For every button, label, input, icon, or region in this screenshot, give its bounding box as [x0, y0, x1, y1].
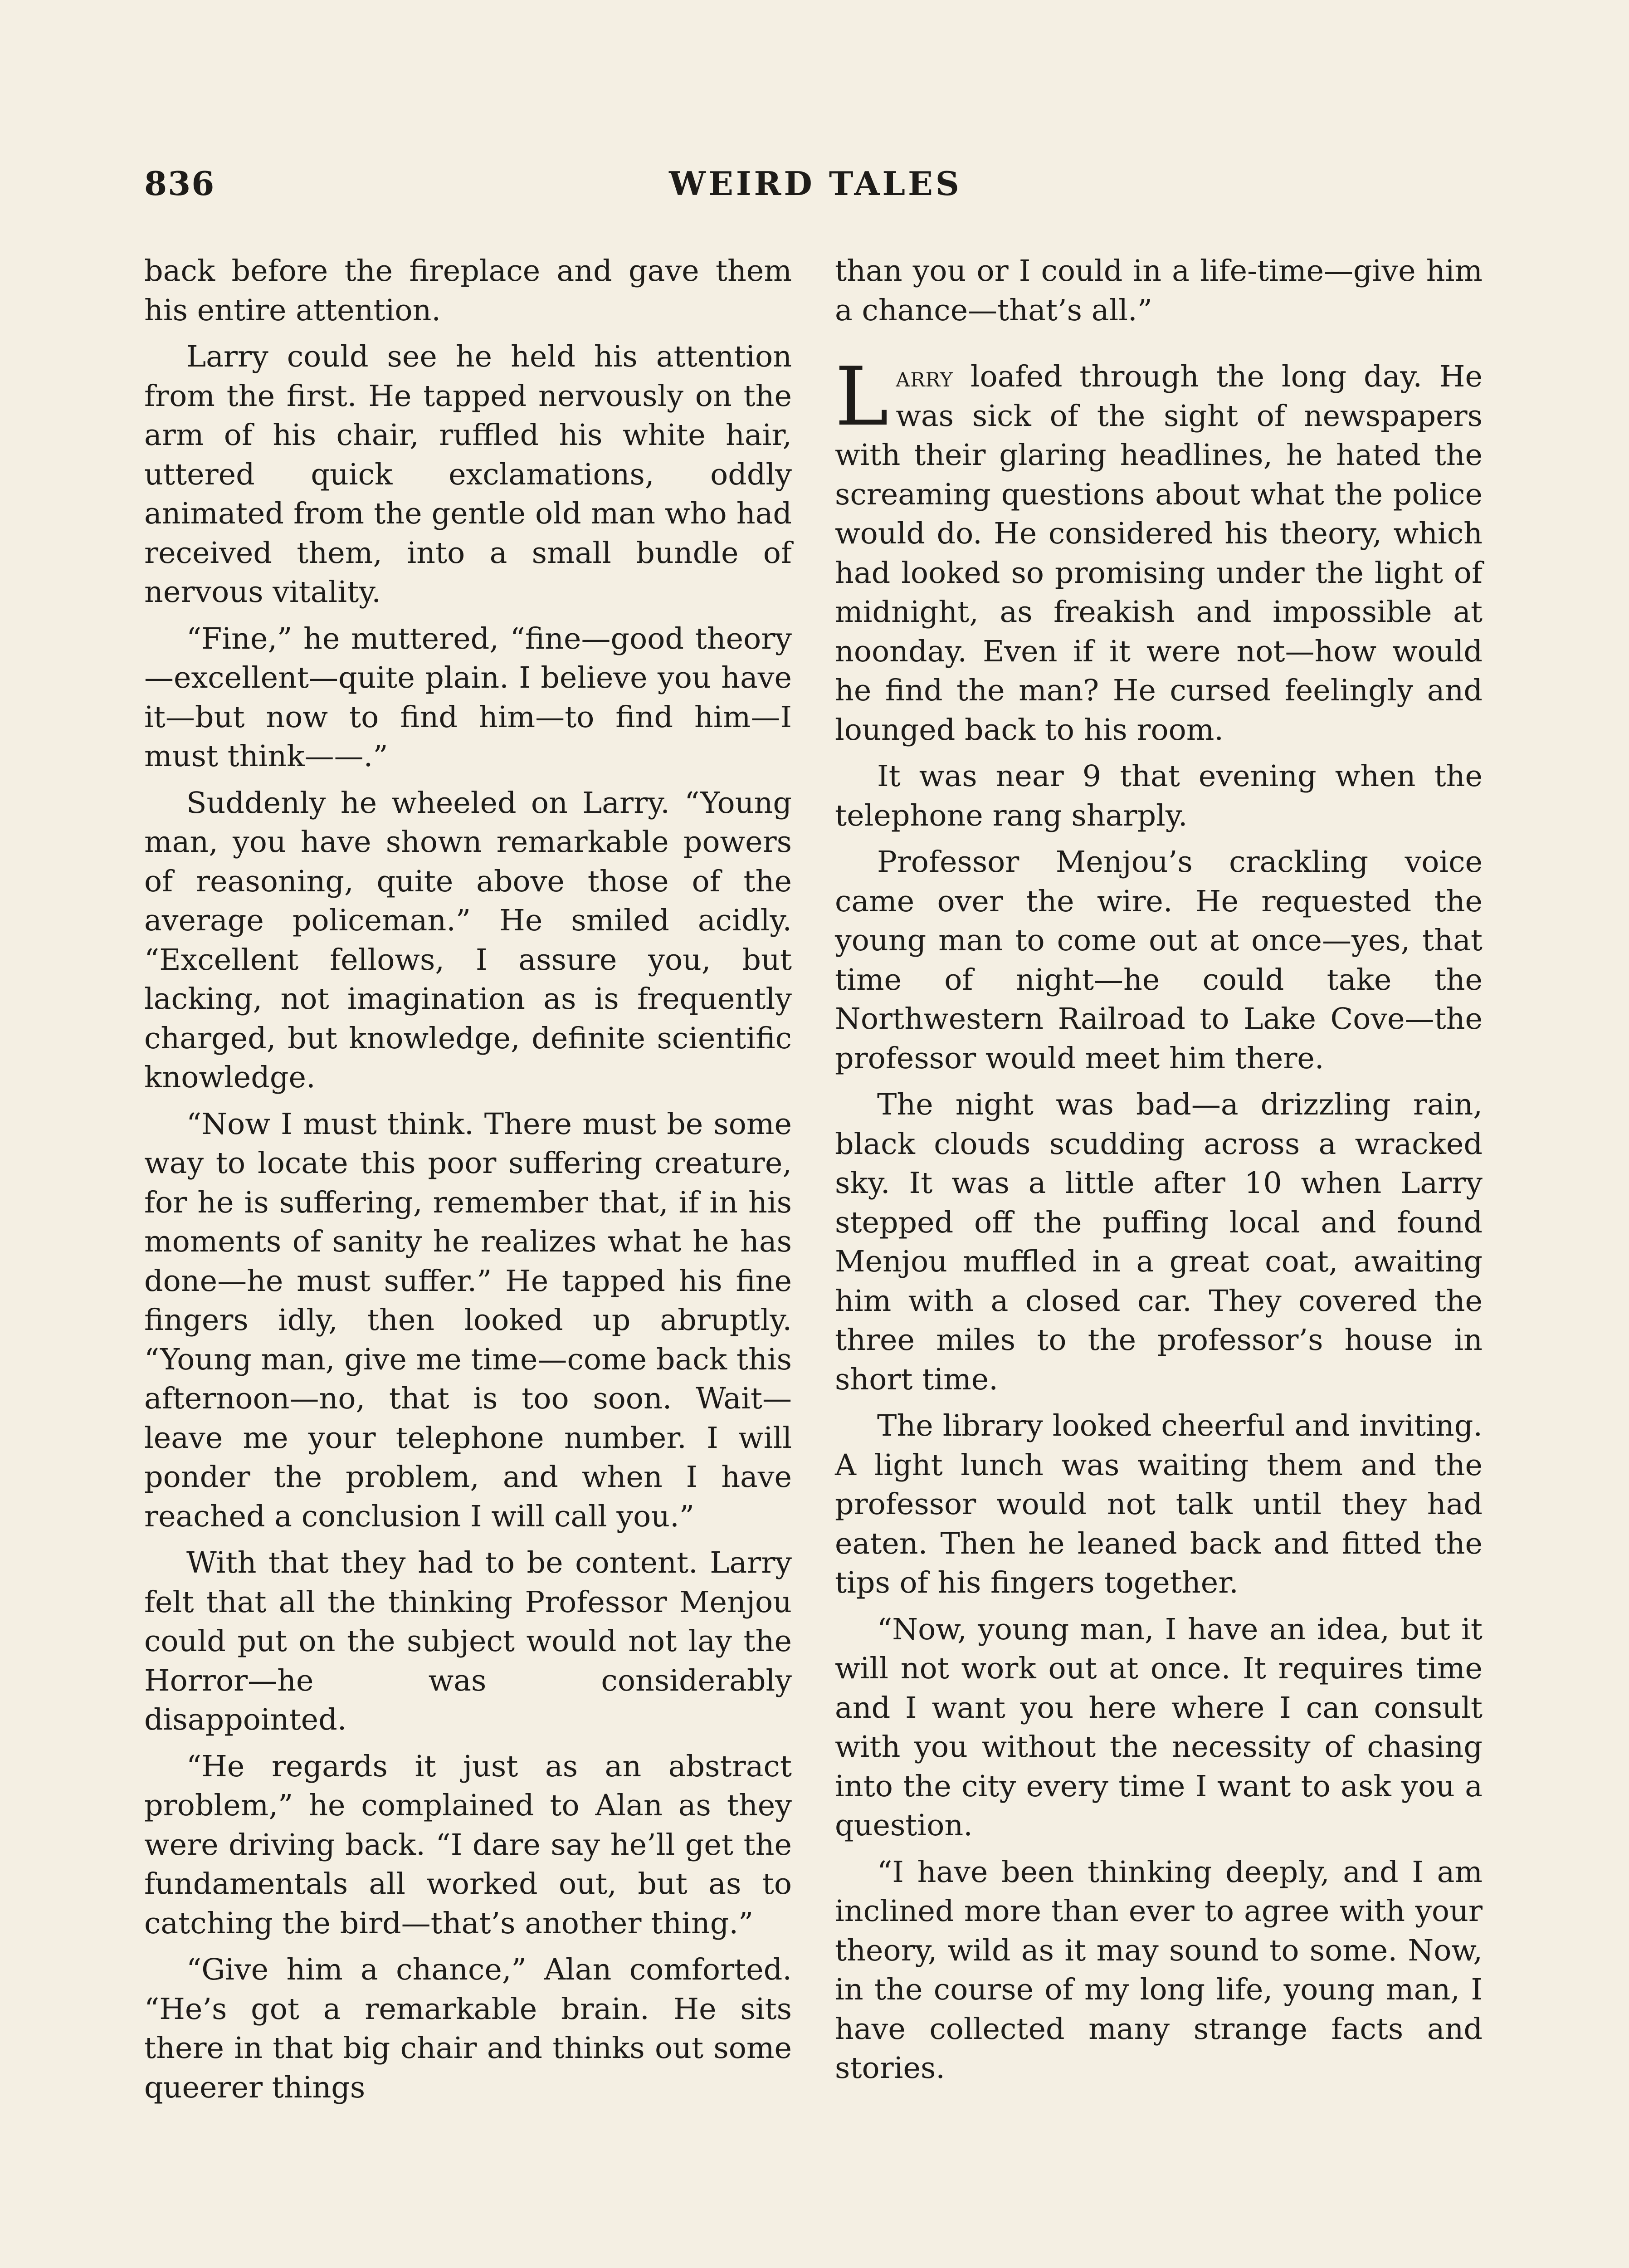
page-number: 836: [144, 164, 215, 203]
paragraph: “Now, young man, I have an idea, but it will not work out at once. It requires time and I want you here where I can consult with you without the necessity of chasing into the city every time I want to ask you a question.: [835, 1612, 1483, 1843]
paragraph: It was near 9 that evening when the telephone rang sharply.: [835, 759, 1483, 833]
section-opening-paragraph: [835, 350, 1483, 750]
paragraph: Professor Menjou’s crackling voice came over the wire. He requested the young man to come out at once—yes, that time of night—he could take the Northwestern Railroad to Lake Cove—the professor would meet him there.: [835, 845, 1483, 1075]
left-column: [144, 252, 792, 2107]
section-opening-text: loafed through the long day. He was sick of the sight of newspapers with their glaring headlines, he hated the screaming questions about what the police would do. He considered his theory, which had looked so promising under the light of midnight, as freakish and impossible at noonday. Even if it were not—how would he find the man? He cursed feelingly and lounged back to his room.: [835, 360, 1483, 747]
right-column: [835, 252, 1483, 2088]
paragraph: “Now I must think. There must be some way to locate this poor suffering creature, for he is suffering, remember that, if in his moments of sanity he realizes what he has done—he must suffer.” He tapped his fine fingers idly, then looked up abruptly. “Young man, give me time—come back this afternoon—no, that is too soon. Wait—leave me your telephone number. I will ponder the problem, and when I have reached a conclusion I will call you.”: [144, 1107, 792, 1534]
running-header: [144, 164, 1487, 210]
paragraph: Suddenly he wheeled on Larry. “Young man, you have shown remarkable powers of reasoning, quite above those of the average policeman.” He smiled acidly. “Excellent fellows, I assure you, but lacking, not imagination as is frequently charged, but knowledge, definite scientific knowledge.: [144, 786, 792, 1095]
paragraph: “Fine,” he muttered, “fine—good theory—excellent—quite plain. I believe you have it—but now to find him—to find him—I must think——.”: [144, 621, 792, 773]
paragraph: back before the fireplace and gave them his entire attention.: [144, 254, 792, 327]
small-caps-lead: arry: [896, 360, 954, 393]
paragraph: “I have been thinking deeply, and I am inclined more than ever to agree with your theory, wild as it may sound to some. Now, in the course of my long life, young man, I have collected many strange facts and stories.: [835, 1855, 1483, 2085]
paragraph: “He regards it just as an abstract problem,” he complained to Alan as they were driving back. “I dare say he’ll get the fundamentals all worked out, but as to catching the bird—that’s another thing.”: [144, 1749, 792, 1941]
paragraph: The night was bad—a drizzling rain, black clouds scudding across a wracked sky. It was a little after 10 when Larry stepped off the puffing local and found Menjou muffled in a great coat, awaiting him with a closed car. They covered the three miles to the professor’s house in short time.: [835, 1088, 1483, 1397]
drop-cap: L: [835, 350, 889, 444]
paragraph: Larry could see he held his attention from the first. He tapped nervously on the arm of his chair, ruffled his white hair, uttered quick exclamations, oddly animated from the gentle old man who had received them, into a small bundle of nervous vitality.: [144, 340, 792, 609]
running-title: WEIRD TALES: [669, 164, 962, 203]
paragraph: than you or I could in a life-time—give him a chance—that’s all.”: [835, 254, 1483, 327]
paragraph: With that they had to be content. Larry felt that all the thinking Professor Menjou could put on the subject would not lay the Horror—he was considerably disappointed.: [144, 1546, 792, 1737]
paragraph: The library looked cheerful and inviting. A light lunch was waiting them and the professor would not talk until they had eaten. Then he leaned back and fitted the tips of his fingers together.: [835, 1409, 1483, 1600]
paragraph: “Give him a chance,” Alan comforted. “He’s got a remarkable brain. He sits there in that big chair and thinks out some queerer things: [144, 1953, 792, 2105]
